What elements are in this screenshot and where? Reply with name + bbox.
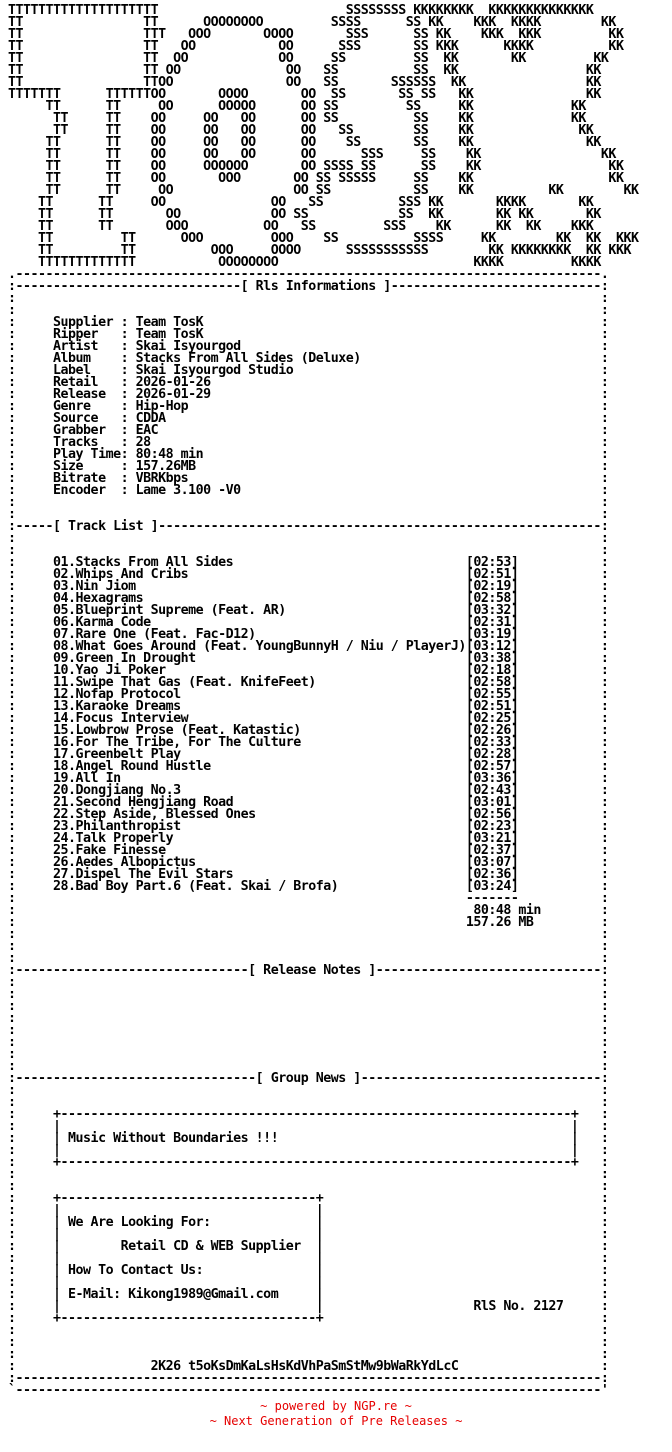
footer-tagline: ~ Next Generation of Pre Releases ~ xyxy=(209,1414,463,1428)
nfo-document: TTTTTTTTTTTTTTTTTTTT SSSSSSSS KKKKKKKK KKKKKKKKKKKKKK TT TT OOOOOOOO SSSS SS KK KKK KKKK KK TT TTT OOO OOOO SSS SS KK KKK KKK KK TT TT OO OO SSS SS KKK KKKK KK TT TT OO OO SS SS KK KK KK TT TT OO OO SS SS KK KK TT TTOO OO SS SSSSSS KK KK TTTTTTT TTTTTTOO OOOO OO SS SS SS KK KK TT TT OO OOOOO OO SS SS KK KK TT TT OO OO OO OO SS SS KK KK TT TT OO OO OO OO SS SS KK KK TT TT OO OO OO OO SS SS KK KK TT TT OO OO OO OO SSS SS KK KK TT TT OO OOOOOO OO SSSS SS SS KK KK TT TT OO OOO OO SS SSSSS SS KK KK TT TT OO OO SS SS KK KK KK TT TT OO OO SS SSS KK KKKK KK TT TT OO OO SS SS KK KK KK KK TT TT OOO OO SS SSS KK KK KK KKK TT TT OOO OOO SS SSSS KK KK KK KKK TT TT OOO OOOO SSSSSSSSSSS KK KKKKKKKK KK KKK TTTTTTTTTTTTT OOOOOOOO KKKK KKKK .------------------------------------------------------------------------------. :------------------------------[ Rls Informations ]----------------------------: : : : : : Supplier : Team TosK : : Ripper : Team TosK : : Artist : Skai Isyourgod : : Album : Stacks From All Sides (Deluxe) : : Label : Skai Isyourgod Studio : : Retail : 2026-01-26 : : Release : 2026-01-29 : : Genre : Hip-Hop : : Source : CDDA : : Grabber : EAC : : Tracks : 28 : : Play Time: 80:48 min : : Size : 157.26MB : : Bitrate : VBRKbps : : Encoder : Lame 3.100 -V0 : : : : : :-----[ Track List ]-----------------------------------------------------------: : : : : : 01.Stacks From All Sides [02:53] : : 02.Whips And Cribs [02:51] : : 03.Nin Jiom [02:19] : : 04.Hexagrams [02:58] : : 05.Blueprint Supreme (Feat. AR) [03:32] : : 06.Karma Code [02:31] : : 07.Rare One (Feat. Fac-D12) [03:19] : : 08.What Goes Around (Feat. YoungBunnyH / Niu / PlayerJ)[03:12] : : 09.Green In Drought [03:38] : : 10.Yao Ji Poker [02:18] : : 11.Swipe That Gas (Feat. KnifeFeet) [02:58] : : 12.Nofap Protocol [02:55] : : 13.Karaoke Dreams [02:51] : : 14.Focus Interview [02:25] : : 15.Lowbrow Prose (Feat. Katastic) [02:26] : : 16.For The Tribe, For The Culture [02:33] : : 17.Greenbelt Play [02:28] : : 18.Angel Round Hustle [02:57] : : 19.All In [03:36] : : 20.Dongjiang No.3 [02:43] : : 21.Second Hengjiang Road [03:01] : : 22.Step Aside, Blessed Ones [02:56] : : 23.Philanthropist [02:23] : : 24.Talk Properly [03:21] : : 25.Fake Finesse [02:37] : : 26.Aedes Albopictus [03:07] : : 27.Dispel The Evil Stars [02:36] : : 28.Bad Boy Part.6 (Feat. Skai / Brofa) [03:24] : : ------- : : 80:48 min : : 157.26 MB : : : : : : : :-------------------------------[ Release Notes ]------------------------------: : : : : : : : : : : : : : : : : :--------------------------------[ Group News ]--------------------------------: : : : : : +--------------------------------------------------------------------+ : : | | : : | Music Without Boundaries !!! | : : | | : : +--------------------------------------------------------------------+ : : : : : : +----------------------------------+ : : | | : : | We Are Looking For: | : : | | : : | Retail CD & WEB Supplier | : : | | : : | How To Contact Us: | : : | | : : | E-Mail: Kikong1989@Gmail.com | : : | | RlS No. 2127 : : +----------------------------------+ : : : : : : : : 2K26 t5oKsDmKaLsHsKdVhPaSmStMw9bWaRkYdLcC : :------------------------------------------------------------------------------: `------------------------------------------------------------------------------' xyxy=(8,3,639,1398)
footer-powered-by[interactable]: ~ powered by NGP.re ~ xyxy=(260,1399,412,1413)
